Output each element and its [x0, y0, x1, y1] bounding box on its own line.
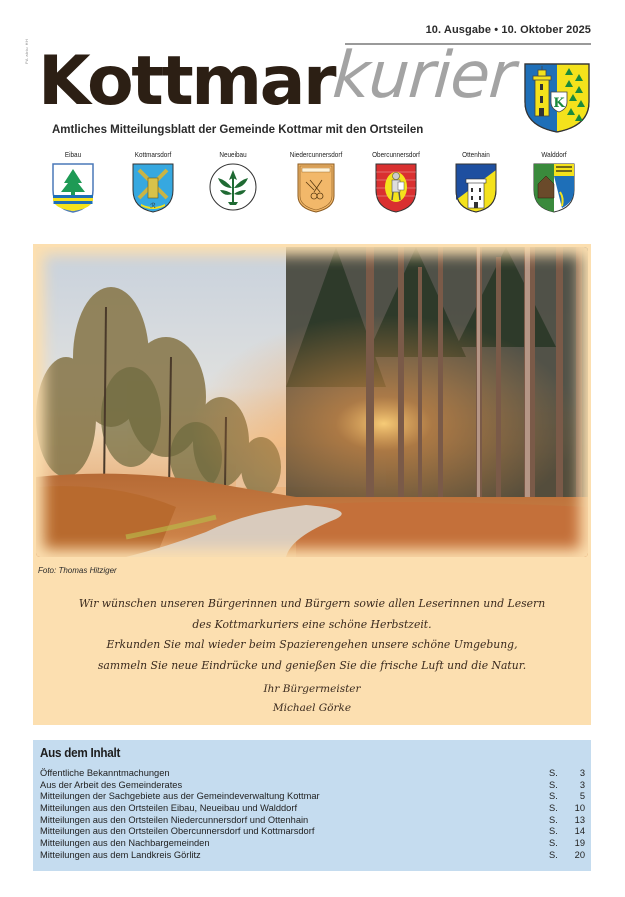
- crest-eibau: Eibau: [38, 150, 108, 214]
- crest-walddorf: Walddorf: [519, 150, 589, 214]
- kottmarsdorf-crest-icon: [131, 162, 175, 214]
- table-of-contents: [33, 740, 591, 871]
- svg-text:K: K: [553, 96, 565, 111]
- printer-note: PA aktu HH: [24, 38, 29, 64]
- toc-item[interactable]: [40, 803, 585, 815]
- toc-item[interactable]: [40, 780, 585, 792]
- issue-date: 10. Ausgabe • 10. Oktober 2025: [425, 24, 591, 36]
- greeting-text: [33, 594, 591, 676]
- toc-item-page: S. 14: [549, 826, 585, 837]
- toc-item-label: Öffentliche Bekanntmachungen: [40, 768, 170, 778]
- toc-item[interactable]: [40, 791, 585, 803]
- svg-text:ℛ: ℛ: [150, 203, 156, 210]
- toc-item-page: S. 3: [549, 768, 585, 778]
- masthead-title-light: kurier: [330, 39, 517, 113]
- kottmar-coat-of-arms-icon: [523, 62, 591, 134]
- greeting-line: Wir wünschen unseren Bürgerinnen und Bürgern sowie allen Leserinnen und Lesern: [78, 597, 546, 610]
- toc-item[interactable]: [40, 768, 585, 780]
- signature-name: Michael Görke: [272, 702, 352, 714]
- signature: [33, 680, 591, 718]
- district-crests: [38, 150, 598, 220]
- photo-credit: Foto: Thomas Hitziger: [38, 566, 117, 575]
- ottenhain-crest-icon: [454, 162, 498, 214]
- toc-item[interactable]: [40, 826, 585, 838]
- signature-role: Ihr Bürgermeister: [263, 683, 361, 695]
- feature-photo: [36, 247, 588, 557]
- toc-item-page: S. 19: [549, 838, 585, 849]
- greeting-line: sammeln Sie neue Eindrücke und genießen Sie die frische Luft und die Natur.: [97, 658, 527, 672]
- greeting-line: Erkunden Sie mal wieder beim Spazierengehen unsere schöne Umgebung,: [106, 638, 518, 651]
- toc-item-label: Mitteilungen aus den Ortsteilen Niedercunnersdorf und Ottenhain: [40, 814, 309, 825]
- toc-title: Aus dem Inhalt: [40, 745, 121, 760]
- crest-neueibau: Neueibau: [198, 150, 268, 212]
- masthead-subtitle: Amtliches Mitteilungsblatt der Gemeinde Kottmar mit den Ortsteilen: [52, 124, 424, 136]
- toc-item[interactable]: [40, 850, 585, 862]
- crest-ottenhain: Ottenhain: [441, 150, 511, 214]
- toc-item-page: S. 10: [549, 803, 585, 814]
- forest-sunset-image: [36, 247, 588, 557]
- crest-niedercunnersdorf: Niedercunnersdorf: [281, 150, 351, 214]
- toc-item-label: Mitteilungen aus den Nachbargemeinden: [40, 838, 210, 849]
- obercunnersdorf-crest-icon: [374, 162, 418, 214]
- eibau-crest-icon: [51, 162, 95, 214]
- toc-item-label: Mitteilungen aus dem Landkreis Görlitz: [40, 849, 201, 860]
- toc-item-page: S. 5: [549, 791, 585, 802]
- niedercunnersdorf-crest-icon: [294, 162, 338, 214]
- toc-item-label: Mitteilungen der Sachgebiete aus der Gemeindeverwaltung Kottmar: [40, 791, 320, 802]
- toc-item[interactable]: [40, 838, 585, 850]
- neueibau-crest-icon: [208, 162, 258, 212]
- crest-kottmarsdorf: Kottmarsdorf ℛ: [118, 150, 188, 214]
- toc-item-label: Mitteilungen aus den Ortsteilen Eibau, Neueibau und Walddorf: [40, 803, 298, 814]
- toc-item[interactable]: [40, 815, 585, 827]
- toc-item-label: Aus der Arbeit des Gemeinderates: [40, 779, 183, 790]
- toc-item-label: Mitteilungen aus den Ortsteilen Obercunnersdorf und Kottmarsdorf: [40, 826, 315, 837]
- walddorf-crest-icon: [532, 162, 576, 214]
- greeting-line: des Kottmarkuriers eine schöne Herbstzeit.: [192, 617, 432, 631]
- crest-obercunnersdorf: Obercunnersdorf: [361, 150, 431, 214]
- toc-item-page: S. 3: [549, 779, 585, 790]
- toc-list: [40, 768, 585, 862]
- toc-item-page: S. 20: [549, 849, 585, 860]
- toc-item-page: S. 13: [549, 814, 585, 825]
- masthead-title-bold: Kottmar: [38, 42, 335, 121]
- feature-panel: [33, 244, 591, 725]
